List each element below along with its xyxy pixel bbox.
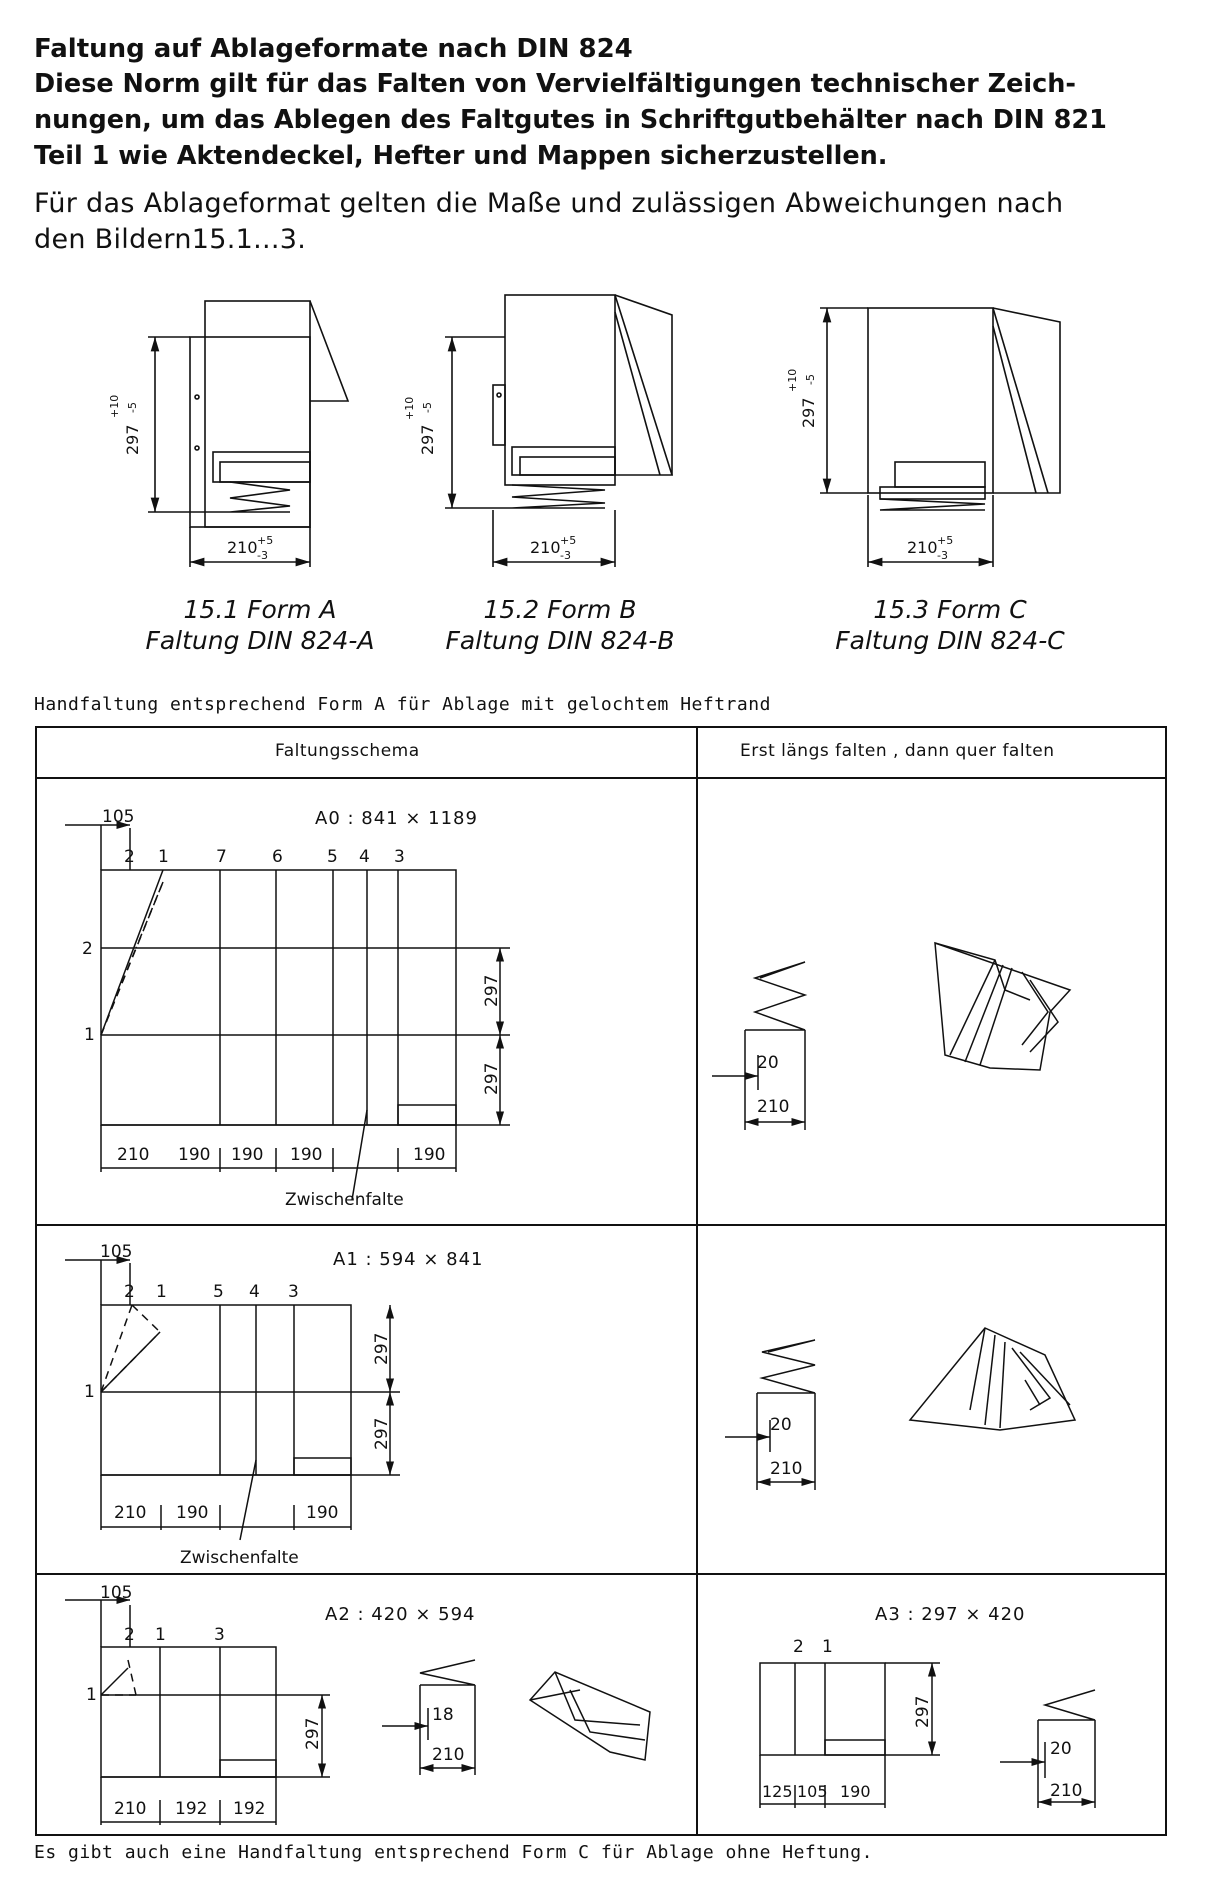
- a3-final-width-label: 210: [1050, 1781, 1083, 1801]
- a2-width-label: 210: [114, 1799, 147, 1819]
- a0-fold-number: 1: [158, 847, 169, 867]
- a2-scheme: [65, 1600, 330, 1825]
- figure-b-width-label: 210: [530, 538, 561, 557]
- a1-height-label: 297: [372, 1417, 392, 1450]
- figure-a-width-label: 210: [227, 538, 258, 557]
- paragraph-line-1: Für das Ablageformat gelten die Maße und zulässigen Abweichungen nach: [34, 188, 1064, 219]
- table-header-schema: Faltungsschema: [275, 741, 420, 761]
- a2-fold-number: 2: [124, 1625, 135, 1645]
- figure-c-width-tol-plus: +5: [937, 534, 954, 547]
- a1-height-label: 297: [372, 1332, 392, 1365]
- a1-width-label: 190: [176, 1503, 209, 1523]
- a0-fold-number: 7: [216, 847, 227, 867]
- figure-b-height-tol-minus: -5: [421, 402, 434, 413]
- figure-a-number: 15.1 Form A: [183, 595, 337, 624]
- a3-offset-label: 20: [1050, 1739, 1072, 1759]
- a1-title: A1 : 594 × 841: [333, 1249, 484, 1270]
- a2-title: A2 : 420 × 594: [325, 1604, 476, 1625]
- figure-c-width-tol-minus: -3: [937, 549, 948, 562]
- figure-b-width-tol-plus: +5: [560, 534, 577, 547]
- a1-width-label: 210: [114, 1503, 147, 1523]
- figure-form-c: [820, 308, 1060, 567]
- intro-line-2: nungen, um das Ablegen des Faltgutes in Schriftgutbehälter nach DIN 821: [34, 105, 1107, 135]
- figure-a-width-tol-plus: +5: [257, 534, 274, 547]
- a0-fold-number: 2: [124, 847, 135, 867]
- a2-height-label: 297: [303, 1717, 323, 1750]
- figure-b-height-label: 297: [418, 424, 437, 455]
- a0-title: A0 : 841 × 1189: [315, 808, 478, 829]
- figure-c-name: Faltung DIN 824-C: [835, 626, 1065, 655]
- a2-width-label: 192: [175, 1799, 208, 1819]
- figure-a-height-label: 297: [123, 424, 142, 455]
- a0-width-label: 190: [178, 1145, 211, 1165]
- table-header-fold-order: Erst längs falten , dann quer falten: [740, 741, 1055, 761]
- page-heading: Faltung auf Ablageformate nach DIN 824: [34, 34, 633, 64]
- a0-side-number: 2: [82, 939, 93, 959]
- a0-offset-label: 20: [757, 1053, 779, 1073]
- a1-fold-number: 5: [213, 1282, 224, 1302]
- table-caption: Handfaltung entsprechend Form A für Ablage mit gelochtem Heftrand: [34, 694, 771, 715]
- intro-line-3: Teil 1 wie Aktendeckel, Hefter und Mappen sicherzustellen.: [34, 141, 888, 171]
- a0-side-number: 1: [84, 1025, 95, 1045]
- a0-width-label: 210: [117, 1145, 150, 1165]
- a1-zwischenfalte-label: Zwischenfalte: [180, 1548, 299, 1568]
- figure-a-height-tol-plus: +10: [108, 394, 121, 418]
- figure-b-height-tol-plus: +10: [403, 396, 416, 420]
- a1-fold-number: 3: [288, 1282, 299, 1302]
- figure-form-a: [148, 301, 348, 567]
- figure-c-number: 15.3 Form C: [873, 595, 1027, 624]
- a0-width-label: 190: [413, 1145, 446, 1165]
- a1-fold-number: 2: [124, 1282, 135, 1302]
- a0-height-label: 297: [482, 974, 502, 1007]
- a2-fold-number: 3: [214, 1625, 225, 1645]
- figure-b-width-tol-minus: -3: [560, 549, 571, 562]
- a0-width-label: 190: [231, 1145, 264, 1165]
- a2-fold-sequence: [382, 1660, 650, 1775]
- a1-scheme: [65, 1260, 400, 1540]
- a3-width-label: 125: [762, 1782, 793, 1801]
- a0-final-width-label: 210: [757, 1097, 790, 1117]
- a3-height-label: 297: [913, 1695, 933, 1728]
- figure-c-height-label: 297: [799, 397, 818, 428]
- figure-c-height-tol-plus: +10: [786, 368, 799, 392]
- figure-a-name: Faltung DIN 824-A: [145, 626, 375, 655]
- a1-final-width-label: 210: [770, 1459, 803, 1479]
- a2-margin-label: 105: [100, 1583, 133, 1603]
- a2-fold-number: 1: [155, 1625, 166, 1645]
- paragraph-line-2: den Bildern15.1...3.: [34, 224, 307, 255]
- a2-final-width-label: 210: [432, 1745, 465, 1765]
- folding-table-frame: [36, 727, 1166, 1835]
- a1-fold-number: 4: [249, 1282, 260, 1302]
- figure-a-width-tol-minus: -3: [257, 549, 268, 562]
- footer-note: Es gibt auch eine Handfaltung entsprechend Form C für Ablage ohne Heftung.: [34, 1842, 873, 1863]
- a0-fold-number: 4: [359, 847, 370, 867]
- figure-b-name: Faltung DIN 824-B: [445, 626, 675, 655]
- a3-width-label: 105: [797, 1782, 828, 1801]
- figure-form-b: [445, 295, 672, 567]
- figure-c-height-tol-minus: -5: [804, 374, 817, 385]
- a0-width-label: 190: [290, 1145, 323, 1165]
- figure-c-width-label: 210: [907, 538, 938, 557]
- a3-fold-number: 2: [793, 1637, 804, 1657]
- a3-title: A3 : 297 × 420: [875, 1604, 1026, 1625]
- a1-side-number: 1: [84, 1382, 95, 1402]
- a2-width-label: 192: [233, 1799, 266, 1819]
- a1-fold-number: 1: [156, 1282, 167, 1302]
- intro-line-1: Diese Norm gilt für das Falten von Vervielfältigungen technischer Zeich-: [34, 69, 1076, 99]
- a3-width-label: 190: [840, 1782, 871, 1801]
- a0-fold-number: 5: [327, 847, 338, 867]
- a0-fold-number: 3: [394, 847, 405, 867]
- a0-scheme: [65, 825, 510, 1200]
- figure-a-height-tol-minus: -5: [126, 402, 139, 413]
- a1-offset-label: 20: [770, 1415, 792, 1435]
- a0-height-label: 297: [482, 1062, 502, 1095]
- a0-zwischenfalte-label: Zwischenfalte: [285, 1190, 404, 1210]
- a3-fold-number: 1: [822, 1637, 833, 1657]
- a2-offset-label: 18: [432, 1705, 454, 1725]
- a0-fold-number: 6: [272, 847, 283, 867]
- figure-b-number: 15.2 Form B: [483, 595, 637, 624]
- a1-margin-label: 105: [100, 1242, 133, 1262]
- a2-side-number: 1: [86, 1685, 97, 1705]
- a1-width-label: 190: [306, 1503, 339, 1523]
- a0-margin-label: 105: [102, 807, 135, 827]
